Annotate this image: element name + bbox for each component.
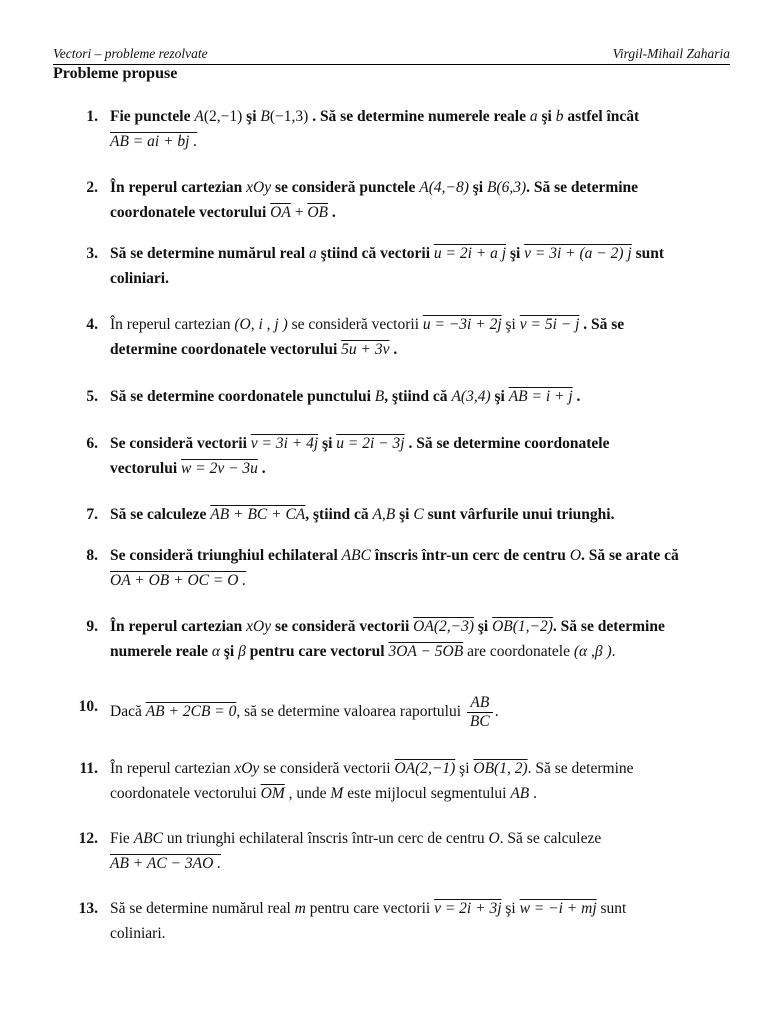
math: (−1,3)	[269, 108, 309, 125]
text: .	[327, 204, 336, 221]
text: se consideră vectorii	[287, 316, 423, 333]
problem-text	[110, 502, 730, 527]
math: ABC	[133, 830, 163, 847]
text: În reperul cartezian	[110, 316, 235, 333]
text: şi	[242, 108, 261, 125]
problem-text	[110, 312, 730, 362]
problem-text	[110, 756, 730, 806]
math: OB(1,−2)	[492, 618, 553, 635]
problem-number: 12.	[78, 830, 98, 847]
problem-text	[110, 896, 730, 946]
text: vectorului	[110, 460, 182, 477]
math: v = 3i + 4j	[250, 435, 319, 452]
math: w = −i + mj	[519, 900, 597, 917]
running-header	[53, 44, 730, 65]
text: şi	[501, 900, 520, 917]
text: şi	[395, 506, 414, 523]
text: În reperul cartezian	[110, 179, 247, 196]
problem-number: 13.	[78, 900, 98, 917]
math: v = 3i + (a − 2) j	[524, 245, 632, 262]
text: şi	[474, 618, 493, 635]
math: $\overline{OM}$	[260, 785, 285, 802]
math: +	[290, 204, 308, 221]
math: AB	[510, 785, 530, 802]
math: m	[294, 900, 306, 917]
math: AB = ai + bj .	[110, 133, 198, 150]
text: În reperul cartezian	[110, 760, 235, 777]
text: şi	[537, 108, 556, 125]
text: . Să se determine numerele reale	[308, 108, 530, 125]
text: este mijlocul segmentului	[343, 785, 511, 802]
text: coliniari.	[110, 925, 166, 942]
text: şi	[468, 179, 487, 196]
text: pentru care vectorii	[305, 900, 435, 917]
text: .	[494, 703, 499, 721]
math: u = 2i + a j	[433, 245, 507, 262]
math: xOy	[246, 618, 272, 635]
text: .	[611, 643, 616, 660]
text: Fie	[110, 830, 134, 847]
math: xOy	[246, 179, 272, 196]
problem-number: 2.	[86, 179, 98, 196]
text: se consideră vectorii	[259, 760, 395, 777]
math: ABC	[341, 547, 371, 564]
math: $\overline{OA}$	[270, 204, 291, 221]
problem-number: 9.	[86, 618, 98, 635]
text: se consideră punctele	[271, 179, 420, 196]
text: Să se calculeze	[110, 506, 211, 523]
header-left: Vectori – probleme rezolvate	[53, 46, 208, 61]
math: (2,−1)	[203, 108, 243, 125]
fraction-numerator: AB	[467, 694, 493, 713]
section-title: Probleme propuse	[53, 65, 178, 82]
math: AB + AC − 3AO .	[110, 855, 222, 872]
math: OB(1, 2)	[473, 760, 528, 777]
math: w = 2v − 3u	[181, 460, 258, 477]
math: v = 2i + 3j	[434, 900, 502, 917]
math: xOy	[234, 760, 260, 777]
text: numerele reale	[110, 643, 212, 660]
math: B	[260, 108, 270, 125]
math: a	[529, 108, 538, 125]
math: C	[413, 506, 424, 523]
text: Se consideră triunghiul echilateral	[110, 547, 342, 564]
math: 3OA − 5OB	[388, 643, 464, 660]
math: α	[211, 643, 221, 660]
header-right: Virgil-Mihail Zaharia	[612, 46, 730, 61]
math: v = 5i − j	[519, 316, 580, 333]
text: , ştiind că	[384, 388, 452, 405]
math: OA + OB + OC = O .	[110, 572, 247, 589]
math: AB + BC + CA	[210, 506, 306, 523]
problem-text	[110, 826, 730, 876]
text: ştiind că vectorii	[316, 245, 434, 262]
math: 5u + 3v	[341, 341, 390, 358]
problem-text	[110, 384, 730, 409]
problem-text	[110, 241, 730, 291]
text: sunt	[631, 245, 665, 262]
text: Să se determine coordonatele punctului	[110, 388, 375, 405]
math: O	[569, 547, 582, 564]
fraction	[467, 694, 493, 731]
math: AB = i + j	[508, 388, 573, 405]
problem-number: 3.	[86, 245, 98, 262]
text: . Să se calculeze	[499, 830, 602, 847]
text: şi	[220, 643, 239, 660]
text: . Să se	[579, 316, 625, 333]
math: A,B	[372, 506, 396, 523]
problem-number: 5.	[86, 388, 98, 405]
text: , ştiind că	[305, 506, 373, 523]
text: coordonatele vectorului	[110, 204, 271, 221]
problem-number: 10.	[78, 698, 98, 715]
problem-text	[110, 614, 730, 664]
text: şi	[501, 316, 520, 333]
problem-number: 1.	[86, 108, 98, 125]
text: coliniari.	[110, 270, 169, 287]
text: . Să se determine	[526, 179, 639, 196]
problem-number: 11.	[79, 760, 98, 777]
text: Dacă	[110, 703, 146, 721]
text: Se consideră vectorii	[110, 435, 251, 452]
text: În reperul cartezian	[110, 618, 247, 635]
math: b	[555, 108, 564, 125]
text: , unde	[284, 785, 331, 802]
text: Să se determine numărul real	[110, 245, 310, 262]
problem-text	[110, 694, 730, 731]
text: .	[257, 460, 266, 477]
fraction-denominator: BC	[469, 713, 490, 730]
text: un triunghi echilateral înscris într-un cerc de centru	[162, 830, 489, 847]
problem-number: 7.	[86, 506, 98, 523]
problem-number: 6.	[86, 435, 98, 452]
math: M	[330, 785, 344, 802]
math: u = −3i + 2j	[422, 316, 502, 333]
text: , să se determine valoarea raportului	[236, 703, 465, 721]
text: determine coordonatele vectorului	[110, 341, 342, 358]
text: şi	[455, 760, 474, 777]
text: şi	[318, 435, 337, 452]
text: astfel încât	[563, 108, 640, 125]
math: A(4,−8)	[419, 179, 469, 196]
text: pentru care vectorul	[245, 643, 389, 660]
text: sunt	[596, 900, 627, 917]
math: B(6,3)	[486, 179, 527, 196]
math: OA(2,−1)	[394, 760, 456, 777]
text: . Să se arate că	[581, 547, 679, 564]
math: β	[238, 643, 246, 660]
text: . Să se determine	[552, 618, 665, 635]
math: B	[374, 388, 385, 405]
math: a	[309, 245, 317, 262]
math: OA(2,−3)	[413, 618, 474, 635]
text: are coordonatele	[463, 643, 574, 660]
text: Să se determine numărul real	[110, 900, 295, 917]
text: şi	[506, 245, 525, 262]
math: u = 2i − 3j	[336, 435, 405, 452]
problem-text	[110, 431, 730, 481]
math: AB + 2CB = 0	[145, 703, 237, 721]
text: şi	[490, 388, 509, 405]
text: sunt vârfurile unui triunghi.	[423, 506, 615, 523]
text: se consideră vectorii	[271, 618, 414, 635]
problem-text	[110, 104, 730, 154]
math: (O, i , j )	[234, 316, 288, 333]
math: O	[488, 830, 500, 847]
text: .	[529, 785, 538, 802]
problem-text	[110, 175, 730, 225]
text: înscris într-un cerc de centru	[370, 547, 570, 564]
text: . Să se determine coordonatele	[404, 435, 610, 452]
text: .	[389, 341, 398, 358]
math: A(3,4)	[451, 388, 491, 405]
problem-text	[110, 543, 730, 593]
problem-number: 4.	[86, 316, 98, 333]
math: $\overline{OB}$	[307, 204, 328, 221]
text: coordonatele vectorului	[110, 785, 261, 802]
math: (α ,β )	[573, 643, 612, 660]
text: . Să se determine	[527, 760, 634, 777]
math: A	[194, 108, 204, 125]
problem-number: 8.	[86, 547, 98, 564]
text: Fie punctele	[110, 108, 195, 125]
text: .	[572, 388, 581, 405]
